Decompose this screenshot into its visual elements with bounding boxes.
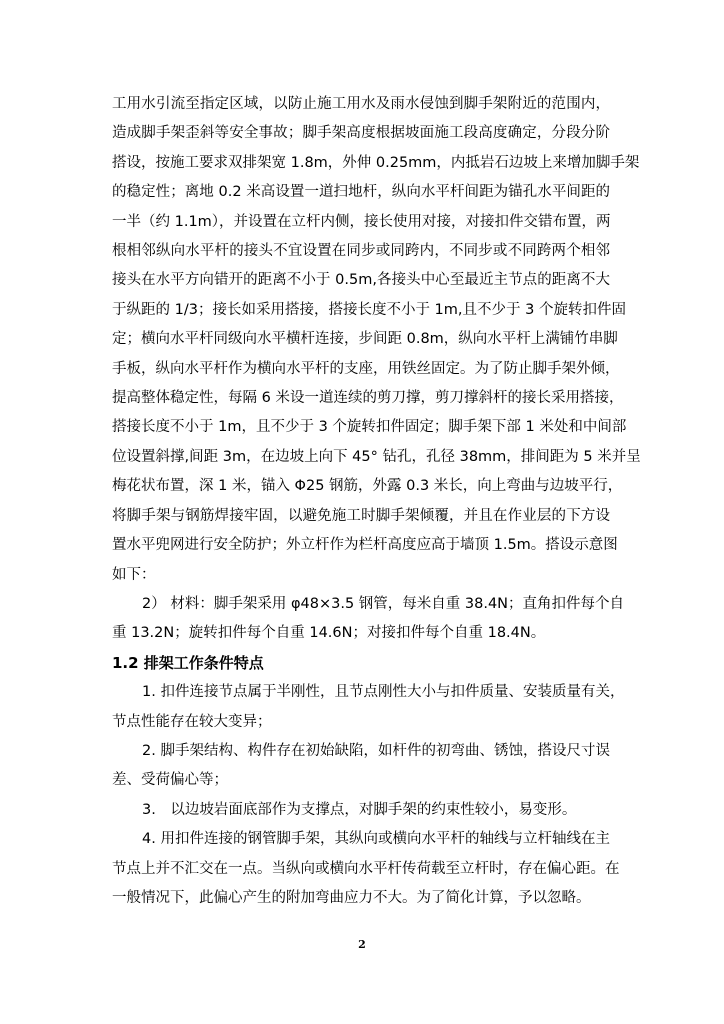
text-line: 置水平兜网进行安全防护；外立杆作为栏杆高度应高于墙顶 1.5m。搭设示意图 (112, 537, 618, 554)
text-line: 重 13.2N；旋转扣件每个自重 14.6N；对接扣件每个自重 18.4N。 (112, 625, 546, 642)
text-line: 差、受荷偏心等； (112, 772, 228, 789)
paragraph-materials (112, 590, 625, 649)
paragraph-scaffold-setup (112, 90, 641, 590)
text-line: 定；横向水平杆同级向水平横杆连接，步间距 0.8m，纵向水平杆上满铺竹串脚 (112, 331, 618, 348)
text-line: 3. 以边坡岩面底部作为支撑点，对脚手架的约束性较小，易变形。 (142, 801, 577, 818)
text-line: 位设置斜撑,间距 3m，在边坡上向下 45° 钻孔，孔径 38mm，排间距为 5 米并呈 (112, 448, 641, 465)
text-line: 造成脚手架歪斜等安全事故；脚手架高度根据坡面施工段高度确定，分段分阶 (112, 125, 610, 142)
list-item (112, 678, 625, 737)
text-line: 1. 扣件连接节点属于半刚性，且节点刚性大小与扣件质量、安装质量有关， (142, 684, 625, 701)
list-item (112, 737, 610, 796)
text-line: 2） 材料：脚手架采用 φ48×3.5 钢管，每米自重 38.4N；直角扣件每个自 (142, 595, 625, 612)
list-item (112, 796, 610, 825)
page-number: 2 (358, 938, 366, 951)
text-line: 搭接长度不小于 1m，且不少于 3 个旋转扣件固定；脚手架下部 1 米处和中间部 (112, 419, 627, 436)
text-line: 工用水引流至指定区域，以防止施工用水及雨水侵蚀到脚手架附近的范围内， (112, 96, 610, 112)
text-line: 梅花状布置，深 1 米，锚入 Φ25 钢筋，外露 0.3 米长，向上弯曲与边坡平行， (112, 478, 623, 495)
text-line: 提高整体稳定性，每隔 6 米设一道连续的剪刀撑，剪刀撑斜杆的接长采用搭接， (112, 390, 624, 407)
text-line: 一半（约 1.1m），并设置在立杆内侧，接长使用对接，对接扣件交错布置，两 (112, 213, 611, 230)
text-line: 于纵距的 1/3；接长如采用搭接，搭接长度不小于 1m,且不少于 3 个旋转扣件固 (112, 301, 626, 318)
text-line: 将脚手架与钢筋焊接牢固，以避免施工时脚手架倾覆，并且在作业层的下方设 (112, 507, 610, 524)
list-item (112, 825, 620, 913)
section-heading: 1.2 排架工作条件特点 (112, 653, 264, 672)
text-line: 节点性能存在较大变异； (112, 713, 272, 730)
text-line: 的稳定性；离地 0.2 米高设置一道扫地杆，纵向水平杆间距为锚孔水平间距的 (112, 184, 610, 201)
text-line: 如下： (112, 566, 156, 583)
text-line: 2. 脚手架结构、构件存在初始缺陷，如杆件的初弯曲、锈蚀，搭设尺寸误 (142, 742, 610, 759)
text-line: 接头在水平方向错开的距离不小于 0.5m,各接头中心至最近主节点的距离不大 (112, 272, 610, 289)
text-line: 一般情况下，此偏心产生的附加弯曲应力不大。为了简化计算，予以忽略。 (112, 889, 591, 906)
document-body (112, 90, 641, 913)
text-line: 搭设，按施工要求双排架宽 1.8m，外伸 0.25mm，内抵岩石边坡上来增加脚手架 (112, 154, 640, 171)
text-line: 节点上并不汇交在一点。当纵向或横向水平杆传荷载至立杆时，存在偏心距。在 (112, 860, 620, 877)
text-line: 4. 用扣件连接的钢管脚手架，其纵向或横向水平杆的轴线与立杆轴线在主 (142, 831, 610, 848)
text-line: 根相邻纵向水平杆的接头不宜设置在同步或同跨内，不同步或不同跨两个相邻 (112, 243, 610, 260)
text-line: 手板，纵向水平杆作为横向水平杆的支座，用铁丝固定。为了防止脚手架外倾， (112, 360, 620, 377)
